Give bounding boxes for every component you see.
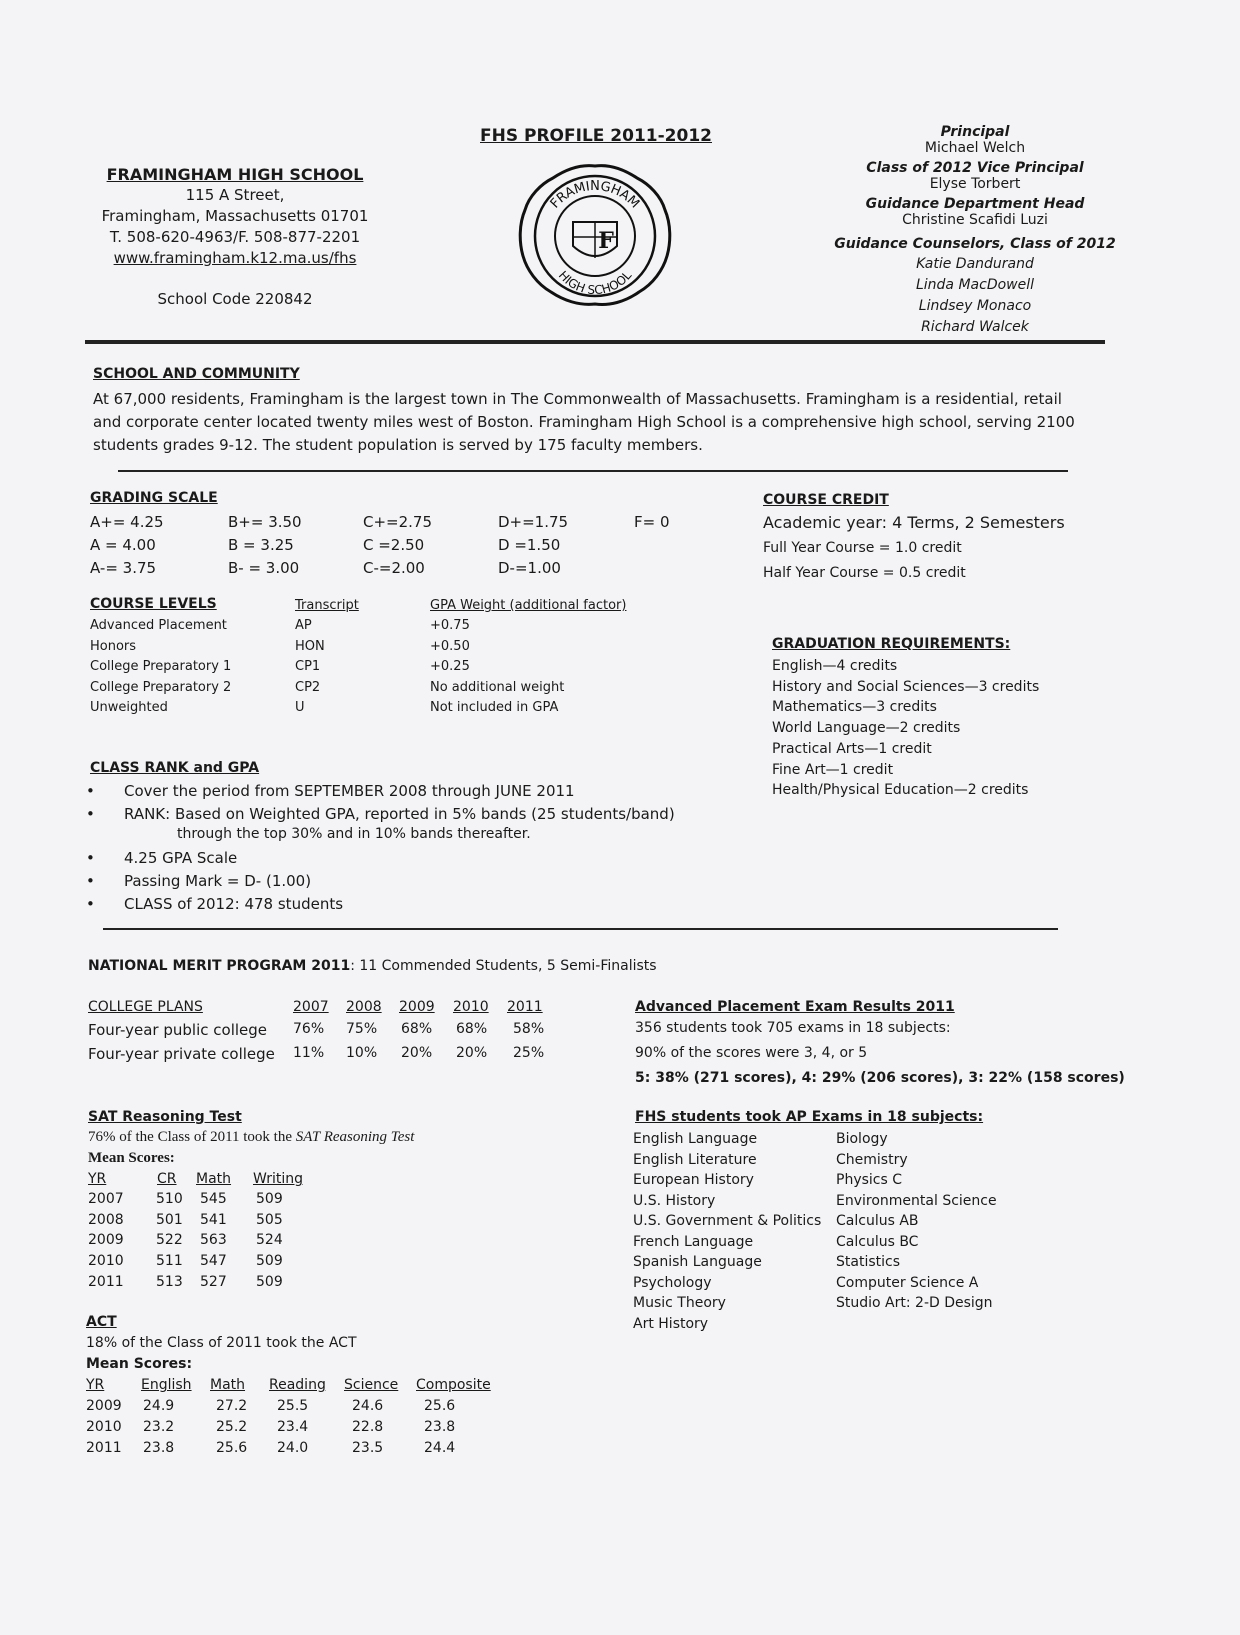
grade-value: A+= 4.25 (90, 513, 164, 531)
school-code: School Code 220842 (157, 290, 313, 308)
graduation-item: World Language—2 credits (772, 720, 961, 737)
college-plans-year: 2008 (346, 999, 382, 1015)
act-math: 27.2 (216, 1398, 248, 1414)
act-composite: 24.4 (424, 1440, 456, 1456)
course-credit-heading: COURSE CREDIT (763, 492, 889, 508)
course-level-weight: +0.25 (430, 659, 470, 674)
ap-subject: English Literature (633, 1151, 757, 1168)
graduation-item: History and Social Sciences—3 credits (772, 678, 1040, 695)
course-level-name: Advanced Placement (90, 618, 227, 633)
course-level-weight: +0.75 (430, 618, 470, 633)
page-title: FHS PROFILE 2011-2012 (480, 126, 712, 146)
act-year: 2009 (86, 1398, 122, 1414)
college-plans-year: 2009 (399, 999, 435, 1015)
act-reading: 24.0 (277, 1440, 309, 1456)
graduation-heading: GRADUATION REQUIREMENTS: (772, 636, 1011, 652)
ap-subject: Studio Art: 2-D Design (836, 1295, 993, 1311)
counselor-name: Richard Walcek (921, 319, 1029, 335)
ap-subject: Environmental Science (836, 1192, 997, 1209)
counselors-title: Guidance Counselors, Class of 2012 (834, 236, 1116, 252)
course-level-weight: Not included in GPA (430, 700, 559, 715)
ap-subject: Statistics (836, 1254, 900, 1270)
section-divider (103, 928, 1058, 930)
sat-writing: 509 (256, 1273, 283, 1290)
ap-subject: U.S. History (633, 1192, 716, 1209)
grade-value: A-= 3.75 (90, 559, 157, 577)
guidance-head-name: Christine Scafidi Luzi (902, 212, 1048, 228)
grading-col-c (363, 511, 432, 580)
college-plans-value: 68% (401, 1021, 433, 1037)
graduation-item: Health/Physical Education—2 credits (772, 782, 1029, 799)
ap-subject: French Language (633, 1233, 754, 1250)
ap-subjects-col2 (836, 1129, 997, 1314)
act-header: Math (210, 1377, 246, 1393)
ap-results-line: 356 students took 705 exams in 18 subjects: (635, 1020, 951, 1036)
act-science: 22.8 (352, 1419, 384, 1435)
sat-year: 2011 (88, 1273, 124, 1290)
college-plans-value: 25% (513, 1045, 545, 1061)
course-level-names (90, 616, 231, 719)
course-level-code: U (295, 700, 305, 715)
graduation-item: Mathematics—3 credits (772, 699, 937, 716)
course-level-code: HON (295, 638, 325, 654)
community-line: students grades 9-12. The student population is served by 175 faculty members. (93, 436, 703, 454)
graduation-list (772, 656, 1039, 801)
counselor-name: Katie Dandurand (916, 256, 1034, 272)
sat-header: CR (157, 1171, 177, 1187)
course-level-name: College Preparatory 1 (90, 659, 232, 674)
transcript-header: Transcript (295, 598, 359, 613)
sat-cr: 501 (156, 1211, 183, 1228)
course-level-codes (295, 616, 325, 719)
school-name: FRAMINGHAM HIGH SCHOOL (106, 165, 364, 184)
sat-intro (88, 1129, 414, 1146)
college-plans-year: 2007 (293, 999, 329, 1015)
vice-principal-title: Class of 2012 Vice Principal (866, 160, 1084, 176)
college-plans-value: 10% (346, 1045, 378, 1061)
college-plans-value: 20% (456, 1045, 488, 1061)
sat-year: 2010 (88, 1253, 124, 1270)
sat-mean-label: Mean Scores: (88, 1150, 175, 1166)
sat-math: 541 (200, 1211, 227, 1228)
college-plans-header: COLLEGE PLANS (88, 999, 203, 1015)
act-header: Science (344, 1377, 399, 1393)
national-merit-label: NATIONAL MERIT PROGRAM 2011 (88, 958, 351, 974)
act-year: 2010 (86, 1419, 122, 1435)
sat-intro-italic: SAT Reasoning Test (295, 1129, 415, 1145)
act-science: 24.6 (352, 1398, 384, 1414)
act-composite: 25.6 (424, 1398, 456, 1414)
course-level-name: Unweighted (90, 700, 168, 715)
class-rank-item: • Cover the period from SEPTEMBER 2008 through JUNE 2011 (124, 782, 575, 800)
ap-subjects-col1 (633, 1129, 821, 1334)
grade-value: B = 3.25 (228, 536, 294, 554)
guidance-head-title: Guidance Department Head (865, 196, 1085, 212)
sat-math: 545 (200, 1191, 227, 1207)
course-level-code: CP1 (295, 659, 321, 674)
grading-col-f (634, 511, 670, 534)
ap-subject: Music Theory (633, 1295, 726, 1311)
course-level-weight: No additional weight (430, 679, 565, 695)
class-rank-continuation: through the top 30% and in 10% bands thereafter. (177, 826, 531, 842)
counselors-list (830, 254, 1120, 338)
course-level-name: Honors (90, 638, 137, 654)
act-english: 23.2 (143, 1419, 175, 1435)
grade-value: D+=1.75 (498, 513, 569, 531)
grading-col-d (498, 511, 568, 580)
grading-heading: GRADING SCALE (90, 490, 218, 506)
grade-value: A = 4.00 (90, 536, 156, 554)
act-heading: ACT (86, 1314, 117, 1330)
class-rank-item: • CLASS of 2012: 478 students (124, 895, 343, 913)
sat-math: 547 (200, 1253, 227, 1270)
course-credit-line: Full Year Course = 1.0 credit (763, 540, 962, 556)
counselor-name: Linda MacDowell (915, 277, 1035, 293)
act-math: 25.6 (216, 1440, 248, 1456)
sat-math: 527 (200, 1273, 227, 1290)
ap-results-heading: Advanced Placement Exam Results 2011 (635, 999, 955, 1015)
grading-col-b (228, 511, 302, 580)
class-rank-item: • RANK: Based on Weighted GPA, reported in 5% bands (25 students/band) (124, 805, 675, 823)
ap-subject: Physics C (836, 1172, 903, 1188)
act-header: English (141, 1377, 192, 1393)
school-seal-icon (515, 162, 675, 308)
grade-value: B+= 3.50 (228, 513, 302, 531)
community-line: and corporate center located twenty miles west of Boston. Framingham High School is a comprehensive high school, serving 2100 (93, 413, 1075, 431)
act-intro: 18% of the Class of 2011 took the ACT (86, 1335, 357, 1351)
ap-subject: Calculus BC (836, 1233, 919, 1250)
college-plans-value: 68% (456, 1021, 488, 1037)
college-plans-value: 75% (346, 1021, 378, 1037)
class-rank-item: • 4.25 GPA Scale (124, 849, 237, 867)
graduation-item: Practical Arts—1 credit (772, 740, 932, 757)
section-divider (118, 470, 1068, 472)
community-text (93, 388, 1075, 457)
course-level-name: College Preparatory 2 (90, 679, 232, 695)
course-level-weights (430, 616, 564, 719)
school-address-line1: 115 A Street, (185, 186, 285, 204)
college-plans-label: Four-year private college (88, 1045, 275, 1063)
college-plans-value: 58% (513, 1021, 545, 1037)
school-address-line2: Framingham, Massachusetts 01701 (101, 207, 369, 225)
ap-subject: European History (633, 1172, 754, 1188)
act-reading: 23.4 (277, 1419, 309, 1435)
ap-subject: Art History (633, 1315, 709, 1332)
principal-title: Principal (940, 124, 1010, 140)
svg-text:HIGH SCHOOL (556, 268, 635, 297)
act-composite: 23.8 (424, 1419, 456, 1435)
sat-cr: 510 (156, 1191, 183, 1207)
grading-col-a (90, 511, 164, 580)
ap-subjects-heading: FHS students took AP Exams in 18 subjects: (635, 1109, 984, 1125)
ap-subject: U.S. Government & Politics (633, 1213, 822, 1229)
sat-header: YR (88, 1171, 107, 1187)
national-merit-text: : 11 Commended Students, 5 Semi-Finalists (350, 958, 657, 974)
course-level-code: CP2 (295, 679, 321, 695)
gpa-weight-header: GPA Weight (additional factor) (430, 598, 627, 613)
national-merit (88, 958, 657, 974)
principal-name: Michael Welch (924, 140, 1026, 156)
community-heading: SCHOOL AND COMMUNITY (93, 366, 300, 382)
ap-subject: Calculus AB (836, 1213, 919, 1229)
act-reading: 25.5 (277, 1398, 309, 1414)
sat-writing: 505 (256, 1211, 283, 1228)
sat-math: 563 (200, 1232, 227, 1249)
sat-cr: 511 (156, 1253, 183, 1270)
course-credit-line: Half Year Course = 0.5 credit (763, 565, 966, 581)
staff-list (830, 124, 1120, 338)
grade-value: D-=1.00 (498, 559, 561, 577)
class-rank-heading: CLASS RANK and GPA (90, 760, 260, 776)
class-rank-item: • Passing Mark = D- (1.00) (124, 872, 311, 890)
school-phone: T. 508-620-4963/F. 508-877-2201 (109, 228, 361, 246)
sat-year: 2008 (88, 1211, 124, 1228)
act-header: Reading (269, 1377, 326, 1393)
sat-intro-text: 76% of the Class of 2011 took the (88, 1129, 296, 1145)
seal-bottom-text: HIGH SCHOOL (555, 268, 635, 298)
grade-value: C-=2.00 (363, 559, 425, 577)
ap-subject: Biology (836, 1131, 888, 1147)
act-english: 24.9 (143, 1398, 175, 1414)
college-plans-value: 11% (293, 1045, 325, 1061)
college-plans-value: 20% (401, 1045, 433, 1061)
sat-writing: 509 (256, 1253, 283, 1270)
ap-subject: English Language (633, 1131, 758, 1147)
college-plans-year: 2010 (453, 999, 489, 1015)
seal-top-text: FRAMINGHAM (547, 178, 643, 212)
community-line: At 67,000 residents, Framingham is the largest town in The Commonwealth of Massachusetts. Framingham is a residential, retail (93, 390, 1062, 408)
ap-subject: Chemistry (836, 1151, 908, 1168)
college-plans-label: Four-year public college (88, 1021, 268, 1039)
sat-cr: 513 (156, 1273, 183, 1290)
act-science: 23.5 (352, 1440, 384, 1456)
grade-value: D =1.50 (498, 536, 561, 554)
ap-subject: Computer Science A (836, 1274, 979, 1291)
ap-results-scores: 5: 38% (271 scores), 4: 29% (206 scores), 3: 22% (158 scores) (635, 1070, 1125, 1086)
grade-value: C+=2.75 (363, 513, 433, 531)
sat-writing: 524 (256, 1232, 283, 1249)
sat-year: 2009 (88, 1232, 124, 1249)
header-divider (85, 340, 1105, 344)
graduation-item: Fine Art—1 credit (772, 761, 894, 778)
act-header: Composite (416, 1377, 491, 1393)
ap-subject: Psychology (633, 1274, 712, 1291)
seal-letter: F (598, 228, 614, 254)
grade-value: C =2.50 (363, 536, 425, 554)
ap-subject: Spanish Language (633, 1254, 762, 1270)
course-level-weight: +0.50 (430, 638, 470, 654)
sat-writing: 509 (256, 1191, 283, 1207)
grade-value: F= 0 (634, 513, 670, 531)
college-plans-year: 2011 (507, 999, 543, 1015)
course-levels-heading: COURSE LEVELS (90, 596, 217, 612)
act-mean-label: Mean Scores: (86, 1356, 193, 1372)
vice-principal-name: Elyse Torbert (929, 176, 1021, 192)
sat-cr: 522 (156, 1232, 183, 1249)
act-year: 2011 (86, 1440, 122, 1456)
college-plans-value: 76% (293, 1021, 325, 1037)
act-math: 25.2 (216, 1419, 248, 1435)
act-header: YR (86, 1377, 105, 1393)
school-website-link[interactable]: www.framingham.k12.ma.us/fhs (113, 249, 357, 267)
course-level-code: AP (295, 618, 312, 633)
sat-header: Writing (253, 1171, 303, 1187)
sat-year: 2007 (88, 1191, 124, 1207)
course-credit-line: Academic year: 4 Terms, 2 Semesters (763, 513, 1065, 532)
act-english: 23.8 (143, 1440, 175, 1456)
grade-value: B- = 3.00 (228, 559, 300, 577)
ap-results-line: 90% of the scores were 3, 4, or 5 (635, 1045, 868, 1061)
graduation-item: English—4 credits (772, 658, 898, 674)
sat-header: Math (196, 1171, 232, 1187)
sat-heading: SAT Reasoning Test (88, 1109, 242, 1125)
counselor-name: Lindsey Monaco (918, 298, 1032, 314)
school-info (100, 164, 370, 310)
